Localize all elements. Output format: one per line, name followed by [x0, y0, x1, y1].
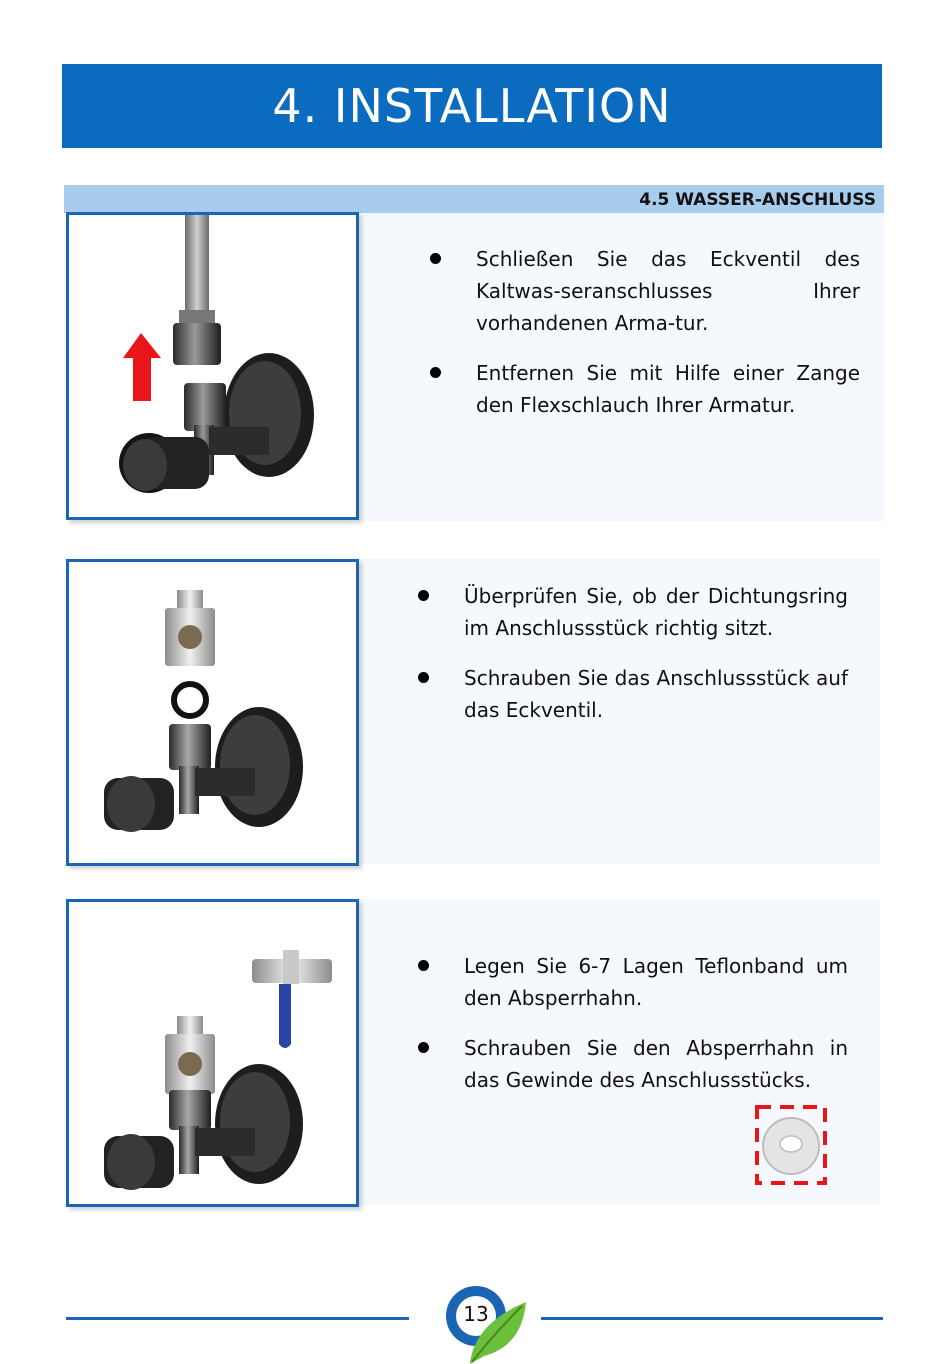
bullet-icon — [418, 590, 429, 601]
section-heading: 4.5 WASSER-ANSCHLUSS — [639, 190, 876, 210]
step-1-instructions — [430, 243, 860, 439]
sealing-ring-icon — [174, 684, 206, 716]
footer-divider-right — [541, 1317, 883, 1320]
page-title: 4. INSTALLATION — [272, 79, 672, 133]
bullet-icon — [418, 672, 429, 683]
red-up-arrow-icon — [123, 333, 161, 401]
header-bar — [62, 64, 882, 148]
bullet-icon — [430, 367, 441, 378]
list-item: Entfernen Sie mit Hilfe einer Zange den Flexschlauch Ihrer Armatur. — [430, 357, 860, 421]
list-item: Schrauben Sie das Anschlussstück auf das Eckventil. — [418, 662, 848, 726]
step-3-image — [66, 899, 359, 1207]
section-band — [64, 185, 884, 213]
bullet-icon — [430, 253, 441, 264]
list-item: Legen Sie 6-7 Lagen Teflonband um den Absperrhahn. — [418, 950, 848, 1014]
angle-valve-with-shutoff-illustration — [69, 902, 356, 1204]
list-item: Schließen Sie das Eckventil des Kaltwas-seranschlusses Ihrer vorhandenen Arma-tur. — [430, 243, 860, 339]
washer-icon — [754, 1104, 828, 1186]
footer-divider-left — [66, 1317, 409, 1320]
step-2-image — [66, 559, 359, 866]
bullet-icon — [418, 1042, 429, 1053]
step-3-instructions — [418, 950, 848, 1114]
page-number: 13 — [463, 1302, 489, 1326]
list-item: Schrauben Sie den Absperrhahn in das Gewinde des Anschlussstücks. — [418, 1032, 848, 1096]
bullet-icon — [418, 960, 429, 971]
angle-valve-with-fitting-illustration — [69, 562, 356, 864]
angle-valve-with-hose-illustration — [69, 215, 356, 517]
step-1-image — [66, 212, 359, 520]
step-2-instructions — [418, 580, 848, 744]
list-item: Überprüfen Sie, ob der Dichtungsring im Anschlussstück richtig sitzt. — [418, 580, 848, 644]
